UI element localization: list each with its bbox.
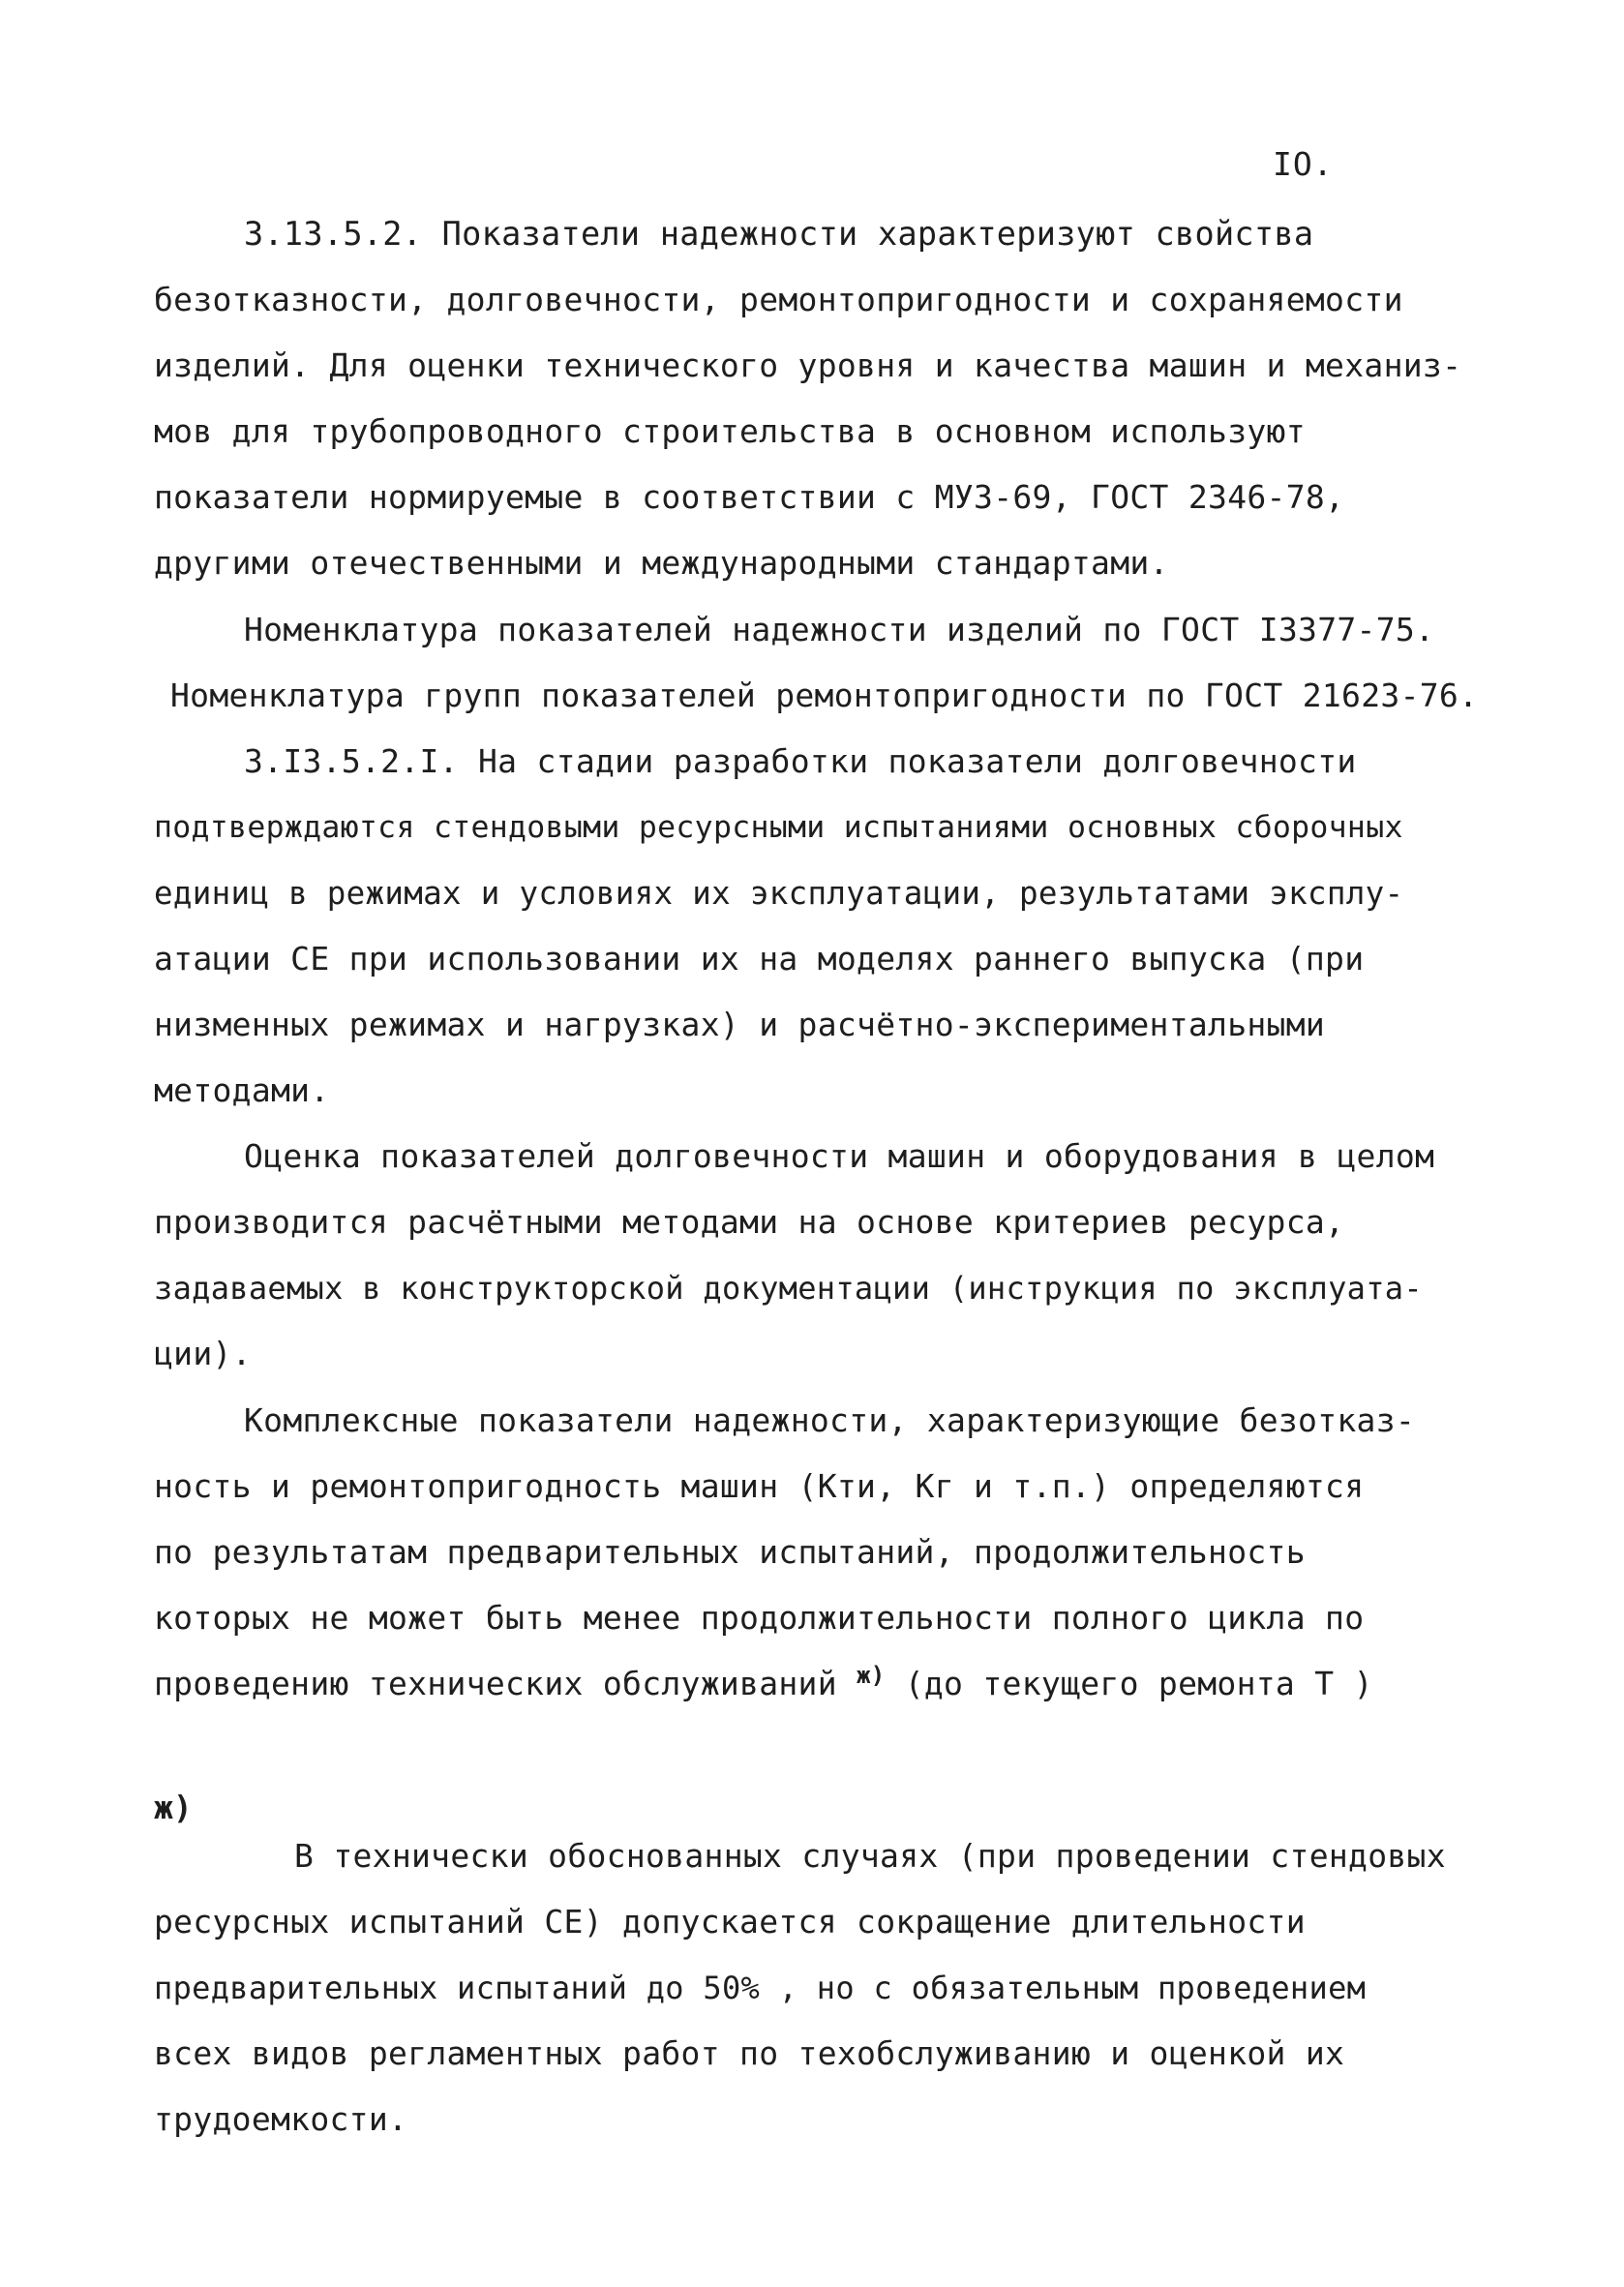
text-line-start: проведению технических обслуживаний — [154, 1665, 837, 1702]
text-line: задаваемых в конструкторской документации (инструкция по эксплуата- — [154, 1270, 1423, 1307]
footnote-line: В технически обоснованных случаях (при проведении стендовых — [294, 1837, 1446, 1875]
text-line: единиц в режимах и условиях их эксплуатации, результатами эксплу- — [154, 875, 1404, 912]
text-line: по результатам предварительных испытаний, продолжительность — [154, 1533, 1306, 1571]
footnote-reference: ж) — [857, 1662, 886, 1689]
text-line: которых не может быть менее продолжительности полного цикла по — [154, 1599, 1365, 1637]
footnote-line: трудоемкости. — [154, 2100, 408, 2138]
footnote-line: всех видов регламентных работ по техобслуживанию и оценкой их — [154, 2034, 1345, 2072]
text-line: показатели нормируемые в соответствии с МУЗ-69, ГОСТ 2346-78, — [154, 478, 1345, 516]
text-line: безотказности, долговечности, ремонтопригодности и сохраняемости — [154, 281, 1403, 318]
footnote-mark: ж) — [154, 1789, 193, 1826]
text-line: низменных режимах и нагрузках) и расчётно-экспериментальными — [154, 1006, 1326, 1043]
text-line — [154, 1662, 1373, 1706]
text-line: 3.I3.5.2.I. На стадии разработки показатели долговечности — [244, 742, 1357, 780]
text-line: методами. — [154, 1071, 330, 1109]
page-number: IO. — [1273, 145, 1334, 183]
footnote-line: предварительных испытаний до 50% , но с обязательным проведением — [154, 1970, 1367, 2006]
text-line: изделий. Для оценки технического уровня и качества машин и механиз- — [154, 346, 1462, 384]
text-line: производится расчётными методами на основе критериев ресурса, — [154, 1203, 1345, 1241]
text-line: ции). — [154, 1335, 252, 1372]
text-line-end: (до текущего ремонта Т ) — [904, 1665, 1373, 1702]
text-line: мов для трубопроводного строительства в основном используют — [154, 412, 1306, 450]
text-line: Комплексные показатели надежности, характеризующие безотказ- — [244, 1401, 1416, 1439]
text-line: ность и ремонтопригодность машин (Кти, Кг и т.п.) определяются — [154, 1467, 1365, 1505]
footnote-line: ресурсных испытаний СЕ) допускается сокращение длительности — [154, 1903, 1306, 1941]
text-line: атации СЕ при использовании их на моделях раннего выпуска (при — [154, 940, 1365, 978]
text-line: Номенклатура показателей надежности изделий по ГОСТ I3377-75. — [244, 611, 1435, 648]
text-line: 3.13.5.2. Показатели надежности характеризуют свойства — [244, 215, 1314, 253]
text-line: другими отечественными и международными стандартами. — [154, 544, 1169, 582]
text-line: Номенклатура групп показателей ремонтопригодности по ГОСТ 21623-76. — [170, 677, 1479, 714]
text-line: подтверждаются стендовыми ресурсными испытаниями основных сборочных — [154, 810, 1403, 845]
text-line: Оценка показателей долговечности машин и оборудования в целом — [244, 1137, 1435, 1175]
